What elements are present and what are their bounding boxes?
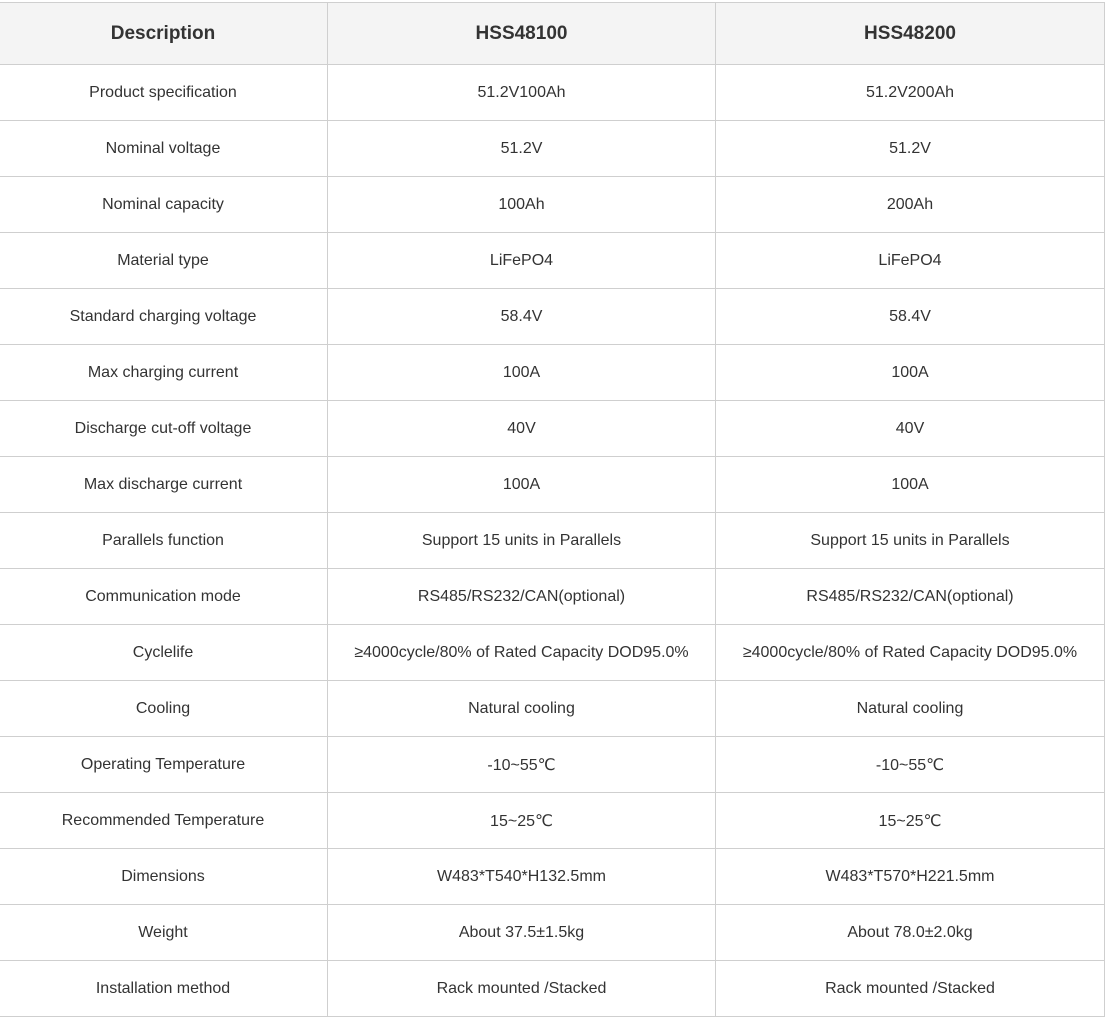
- table-row: [0, 793, 1105, 849]
- hss48200-value: 51.2V: [716, 121, 1105, 177]
- table-row: [0, 961, 1105, 1017]
- header-model-hss48200: HSS48200: [716, 3, 1105, 65]
- table-row: [0, 177, 1105, 233]
- hss48200-value: LiFePO4: [716, 233, 1105, 289]
- hss48100-value: Support 15 units in Parallels: [328, 513, 716, 569]
- hss48100-value: About 37.5±1.5kg: [328, 905, 716, 961]
- row-label: Max charging current: [0, 345, 328, 401]
- hss48200-value: 58.4V: [716, 289, 1105, 345]
- table-row: [0, 569, 1105, 625]
- header-model-hss48100: HSS48100: [328, 3, 716, 65]
- hss48100-value: 15~25℃: [328, 793, 716, 849]
- row-label: Cyclelife: [0, 625, 328, 681]
- hss48200-value: About 78.0±2.0kg: [716, 905, 1105, 961]
- table-row: [0, 513, 1105, 569]
- row-label: Discharge cut-off voltage: [0, 401, 328, 457]
- table-row: [0, 905, 1105, 961]
- hss48100-value: ≥4000cycle/80% of Rated Capacity DOD95.0%: [328, 625, 716, 681]
- spec-table-container: [0, 2, 1078, 1022]
- hss48100-value: 51.2V: [328, 121, 716, 177]
- hss48200-value: -10~55℃: [716, 737, 1105, 793]
- row-label: Parallels function: [0, 513, 328, 569]
- table-row: [0, 737, 1105, 793]
- table-row: [0, 345, 1105, 401]
- hss48100-value: 51.2V100Ah: [328, 65, 716, 121]
- table-row: [0, 457, 1105, 513]
- table-row: [0, 289, 1105, 345]
- row-label: Standard charging voltage: [0, 289, 328, 345]
- hss48200-value: 100A: [716, 457, 1105, 513]
- row-label: Cooling: [0, 681, 328, 737]
- hss48200-value: 15~25℃: [716, 793, 1105, 849]
- hss48200-value: RS485/RS232/CAN(optional): [716, 569, 1105, 625]
- header-row: [0, 3, 1105, 65]
- row-label: Operating Temperature: [0, 737, 328, 793]
- hss48200-value: W483*T570*H221.5mm: [716, 849, 1105, 905]
- row-label: Max discharge current: [0, 457, 328, 513]
- hss48100-value: 100A: [328, 457, 716, 513]
- hss48200-value: Natural cooling: [716, 681, 1105, 737]
- hss48200-value: 100A: [716, 345, 1105, 401]
- table-row: [0, 121, 1105, 177]
- hss48200-value: Support 15 units in Parallels: [716, 513, 1105, 569]
- hss48100-value: LiFePO4: [328, 233, 716, 289]
- row-label: Dimensions: [0, 849, 328, 905]
- table-row: [0, 401, 1105, 457]
- hss48200-value: Rack mounted /Stacked: [716, 961, 1105, 1017]
- row-label: Recommended Temperature: [0, 793, 328, 849]
- row-label: Product specification: [0, 65, 328, 121]
- spec-table: [0, 2, 1105, 1017]
- row-label: Material type: [0, 233, 328, 289]
- hss48100-value: -10~55℃: [328, 737, 716, 793]
- hss48100-value: 40V: [328, 401, 716, 457]
- hss48100-value: 100A: [328, 345, 716, 401]
- hss48200-value: 40V: [716, 401, 1105, 457]
- hss48100-value: 100Ah: [328, 177, 716, 233]
- hss48200-value: 51.2V200Ah: [716, 65, 1105, 121]
- table-row: [0, 681, 1105, 737]
- row-label: Installation method: [0, 961, 328, 1017]
- row-label: Nominal capacity: [0, 177, 328, 233]
- table-row: [0, 625, 1105, 681]
- hss48100-value: Rack mounted /Stacked: [328, 961, 716, 1017]
- table-row: [0, 65, 1105, 121]
- row-label: Nominal voltage: [0, 121, 328, 177]
- hss48100-value: Natural cooling: [328, 681, 716, 737]
- hss48200-value: 200Ah: [716, 177, 1105, 233]
- table-row: [0, 849, 1105, 905]
- hss48200-value: ≥4000cycle/80% of Rated Capacity DOD95.0%: [716, 625, 1105, 681]
- row-label: Weight: [0, 905, 328, 961]
- hss48100-value: 58.4V: [328, 289, 716, 345]
- hss48100-value: W483*T540*H132.5mm: [328, 849, 716, 905]
- table-row: [0, 233, 1105, 289]
- header-description: Description: [0, 3, 328, 65]
- row-label: Communication mode: [0, 569, 328, 625]
- hss48100-value: RS485/RS232/CAN(optional): [328, 569, 716, 625]
